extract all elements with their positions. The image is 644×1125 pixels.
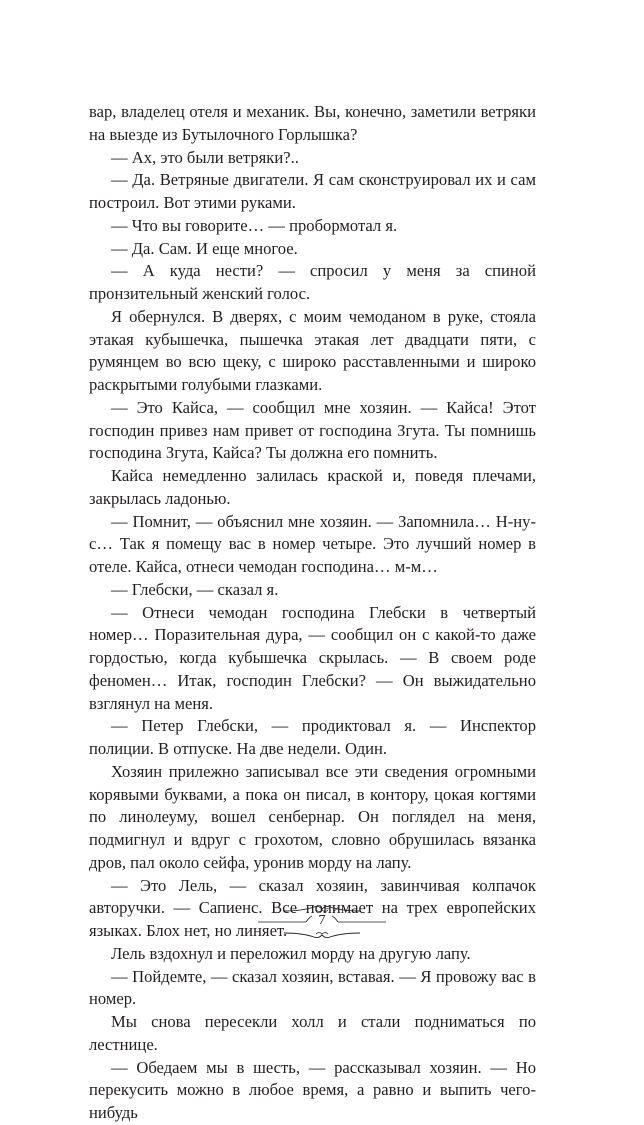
paragraph: вар, владелец отеля и механик. Вы, конечно, заметили ветряки на выезде из Бутылочного Горлышка?	[89, 102, 536, 144]
paragraph: — Что вы говорите… — пробормотал я.	[111, 215, 398, 235]
page-number: 7	[318, 913, 326, 928]
paragraph: — Да. Сам. И еще многое.	[111, 238, 298, 258]
paragraph: — Петер Глебски, — продиктовал я. — Инспектор полиции. В отпуске. На две недели. Один.	[89, 716, 536, 758]
paragraph: Мы снова пересекли холл и стали подниматься по лестнице.	[89, 1012, 536, 1054]
paragraph: — Обедаем мы в шесть, — рассказывал хозяин. — Но перекусить можно в любое время, а равно и выпить чего-нибудь	[89, 1057, 536, 1122]
paragraph: — Это Лель, — сказал хозяин, завинчивая колпачок авторучки. — Сапиенс. Все понимает на трех европейских языках. Блох нет, но линяет.	[89, 875, 536, 940]
paragraph: Хозяин прилежно записывал все эти сведения огромными корявыми буквами, а пока он писал, в контору, цокая когтями по линолеуму, вошел сенбернар. Он поглядел на меня, подмигнул и вдруг с грохотом, словно обрушилась вязанка дров, пал около сейфа, уронив морду на лапу.	[89, 761, 536, 872]
paragraph: — Это Кайса, — сообщил мне хозяин. — Кайса! Этот господин привез нам привет от господина Згута. Ты помнишь господина Згута, Кайса? Ты должна его помнить.	[89, 397, 536, 463]
body-text	[89, 101, 536, 1125]
paragraph: — Да. Ветряные двигатели. Я сам сконструировал их и сам построил. Вот этими руками.	[89, 170, 536, 212]
page-number-ornament	[250, 903, 394, 941]
paragraph: Кайса немедленно залилась краской и, поведя плечами, закрылась ладонью.	[89, 466, 536, 508]
paragraph: — Пойдемте, — сказал хозяин, вставая. — Я провожу вас в номер.	[89, 966, 536, 1009]
paragraph: Я обернулся. В дверях, с моим чемоданом в руке, стояла этакая кубышечка, пышечка этакая лет двадцати пяти, с румянцем во всю щеку, с широко расставленными и широко раскрытыми голубыми глазками.	[89, 306, 536, 394]
paragraph: — А куда нести? — спросил у меня за спиной пронзительный женский голос.	[89, 261, 536, 303]
paragraph: Лель вздохнул и переложил морду на другую лапу.	[111, 943, 471, 963]
paragraph: — Ах, это были ветряки?..	[111, 147, 299, 167]
paragraph: — Отнеси чемодан господина Глебски в четвертый номер… Поразительная дура, — сообщил он с какой-то даже гордостью, когда кубышечка скрылась. — В своем роде феномен… Итак, господин Глебски? — Он выжидательно взглянул на меня.	[89, 602, 536, 713]
paragraph: — Помнит, — объяснил мне хозяин. — Запомнила… Н-ну-с… Так я помещу вас в номер четыре. Это лучший номер в отеле. Кайса, отнеси чемодан господина… м-м…	[89, 511, 536, 576]
paragraph: — Глебски, — сказал я.	[111, 579, 279, 599]
